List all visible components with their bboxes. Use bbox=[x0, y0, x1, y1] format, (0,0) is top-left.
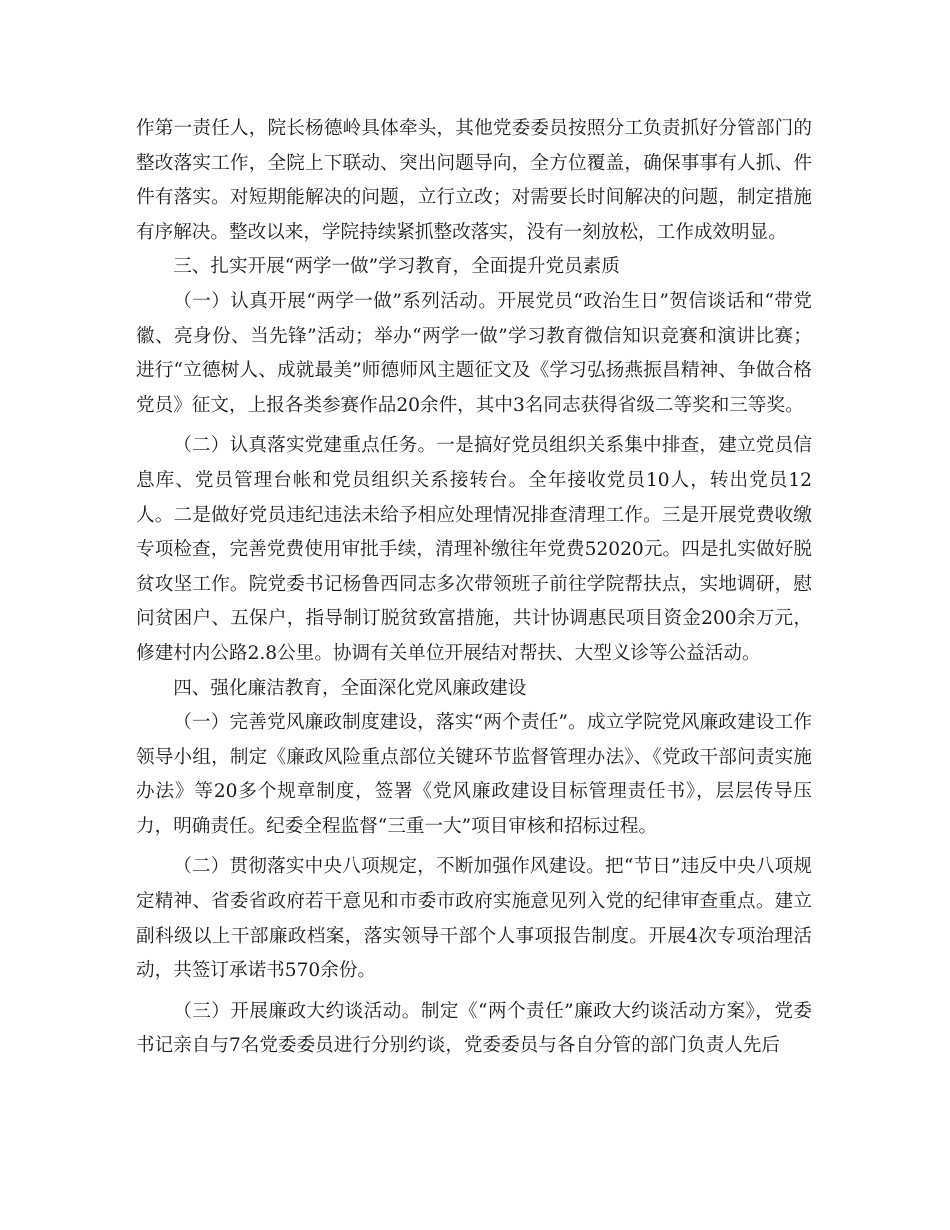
section-heading-3: 三、扎实开展“两学一做”学习教育，全面提升党员素质 bbox=[173, 256, 620, 278]
paragraph-4-2: （二）贯彻落实中央八项规定，不断加强作风建设。把“节日”违反中央八项规定精神、省委省政府若干意见和市委市政府实施意见列入党的纪律审查重点。建立副科级以上干部廉政档案，落实领导干部个人事项报告制度。开展4次专项治理活动，共签订承诺书570余份。 bbox=[136, 856, 812, 982]
paragraph-3-2: （二）认真落实党建重点任务。一是搞好党员组织关系集中排查，建立党员信息库、党员管理台帐和党员组织关系接转台。全年接收党员10人，转出党员12人。二是做好党员违纪违法未给予相应处理情况排查清理工作。三是开展党费收缴专项检查，完善党费使用审批手续，清理补缴往年党费52020元。四是扎实做好脱贫攻坚工作。院党委书记杨鲁西同志多次带领班子前往学院帮扶点，实地调研，慰问贫困户、五保户，指导制订脱贫致富措施，共计协调惠民项目资金200余万元，修建村内公路2.8公里。协调有关单位开展结对帮扶、大型义诊等公益活动。 bbox=[136, 435, 812, 664]
paragraph-4-3: （三）开展廉政大约谈活动。制定《“两个责任”廉政大约谈活动方案》，党委书记亲自与7名党委委员进行分别约谈，党委委员与各自分管的部门负责人先后 bbox=[136, 1000, 812, 1057]
section-heading-4: 四、强化廉洁教育，全面深化党风廉政建设 bbox=[173, 677, 527, 699]
paragraph-continuation: 作第一责任人，院长杨德岭具体牵头，其他党委委员按照分工负责抓好分管部门的整改落实工作，全院上下联动、突出问题导向，全方位覆盖，确保事事有人抓、件件有落实。对短期能解决的问题，立行立改；对需要长时间解决的问题，制定措施有序解决。整改以来，学院持续紧抓整改落实，没有一刻放松，工作成效明显。 bbox=[136, 118, 812, 243]
paragraph-3-1: （一）认真开展“两学一做”系列活动。开展党员“政治生日”贺信谈话和“带党徽、亮身份、当先锋”活动；举办“两学一做”学习教育微信知识竞赛和演讲比赛；进行“立德树人、成就最美”师德师风主题征文及《学习弘扬燕振昌精神、争做合格党员》征文，上报各类参赛作品20余件，其中3名同志获得省级二等奖和三等奖。 bbox=[136, 290, 812, 416]
paragraph-4-1: （一）完善党风廉政制度建设，落实“两个责任”。成立学院党风廉政建设工作领导小组，制定《廉政风险重点部位关键环节监督管理办法》、《党政干部问责实施办法》等20多个规章制度，签署《党风廉政建设目标管理责任书》，层层传导压力，明确责任。纪委全程监督“三重一大”项目审核和招标过程。 bbox=[136, 712, 812, 837]
